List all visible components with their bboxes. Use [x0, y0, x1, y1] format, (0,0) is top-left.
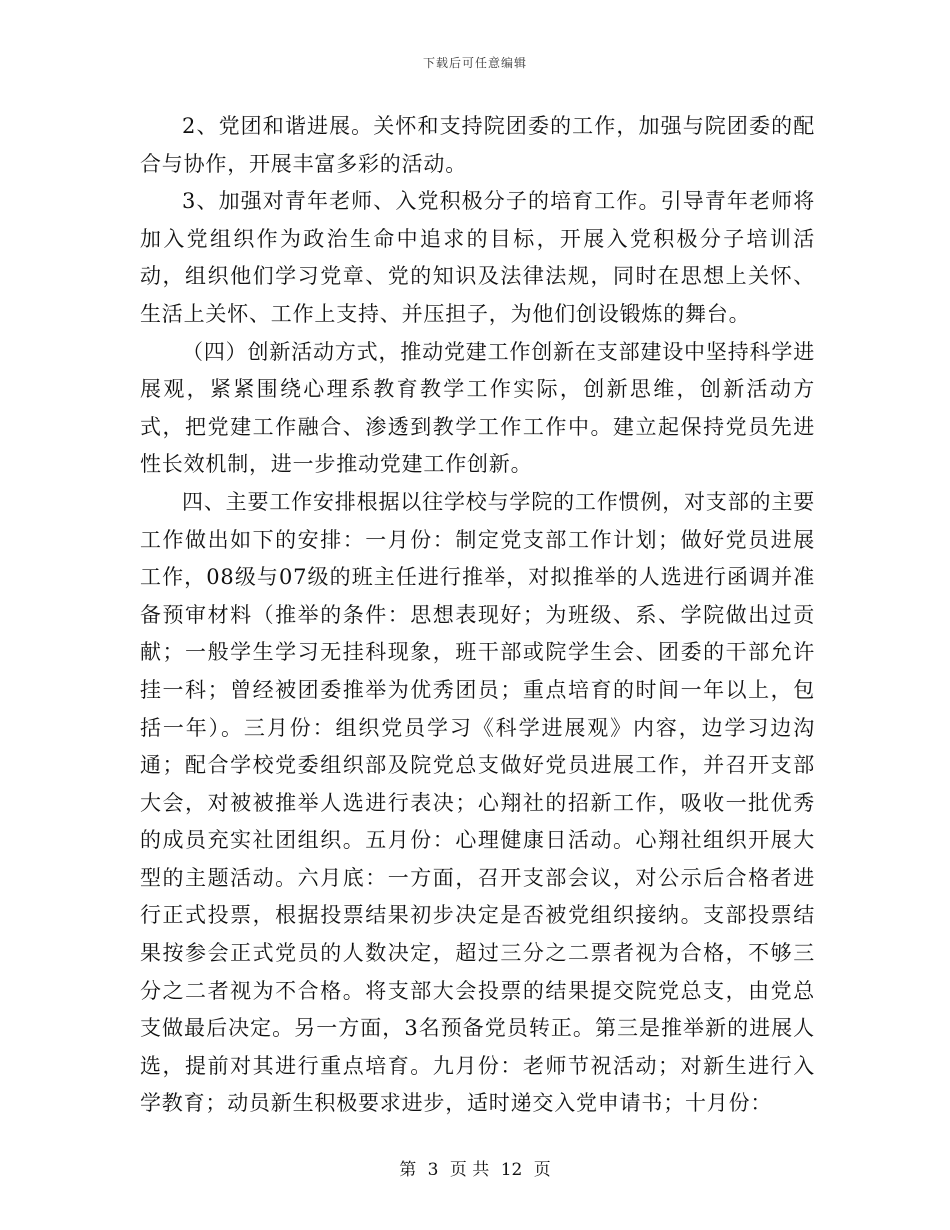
header-note: 下载后可任意编辑	[422, 56, 527, 70]
footer-prefix: 第	[399, 1160, 417, 1180]
paragraph-4: 四、主要工作安排根据以往学校与学院的工作惯例，对支部的主要工作做出如下的安排：一月份：制定党支部工作计划；做好党员进展工作，08级与07级的班主任进行推举，对拟推举的人选进行函调并准备预审材料（推举的条件：思想表现好；为班级、系、学院做出过贡献；一般学生学习无挂科现象，班干部或院学生会、团委的干部允许挂一科；曾经被团委推举为优秀团员；重点培育的时间一年以上，包括一年）。三月份：组织党员学习《科学进展观》内容，边学习边沟通；配合学校党委组织部及院党总支做好党员进展工作，并召开支部大会，对被被推举人选进行表决；心翔社的招新工作，吸收一批优秀的成员充实社团组织。五月份：心理健康日活动。心翔社组织开展大型的主题活动。六月底：一方面，召开支部会议，对公示后合格者进行正式投票，根据投票结果初步决定是否被党组织接纳。支部投票结果按参会正式党员的人数决定，超过三分之二票者视为合格，不够三分之二者视为不合格。将支部大会投票的结果提交院党总支，由党总支做最后决定。另一方面，3名预备党员转正。第三是推举新的进展人选，提前对其进行重点培育。九月份：老师节祝活动；对新生进行入学教育；动员新生积极要求进步，适时递交入党申请书；十月份：	[140, 489, 815, 1116]
document-body	[140, 108, 815, 1123]
paragraph-3: （四）创新活动方式，推动党建工作创新在支部建设中坚持科学进展观，紧紧围绕心理系教育教学工作实际，创新思维，创新活动方式，把党建工作融合、渗透到教学工作工作中。建立起保持党员先进性长效机制，进一步推动党建工作创新。	[140, 339, 815, 477]
paragraph-1: 2、党团和谐进展。关怀和支持院团委的工作，加强与院团委的配合与协作，开展丰富多彩的活动。	[140, 114, 815, 176]
page-footer	[0, 1155, 950, 1180]
footer-suffix: 页	[533, 1160, 551, 1180]
paragraph-2: 3、加强对青年老师、入党积极分子的培育工作。引导青年老师将加入党组织作为政治生命中追求的目标，开展入党积极分子培训活动，组织他们学习党章、党的知识及法律法规，同时在思想上关怀、生活上关怀、工作上支持、并压担子，为他们创设锻炼的舞台。	[140, 189, 815, 326]
footer-middle: 页 共	[449, 1160, 490, 1180]
footer-page-number: 3	[427, 1160, 439, 1180]
footer-total-pages: 12	[500, 1160, 523, 1180]
